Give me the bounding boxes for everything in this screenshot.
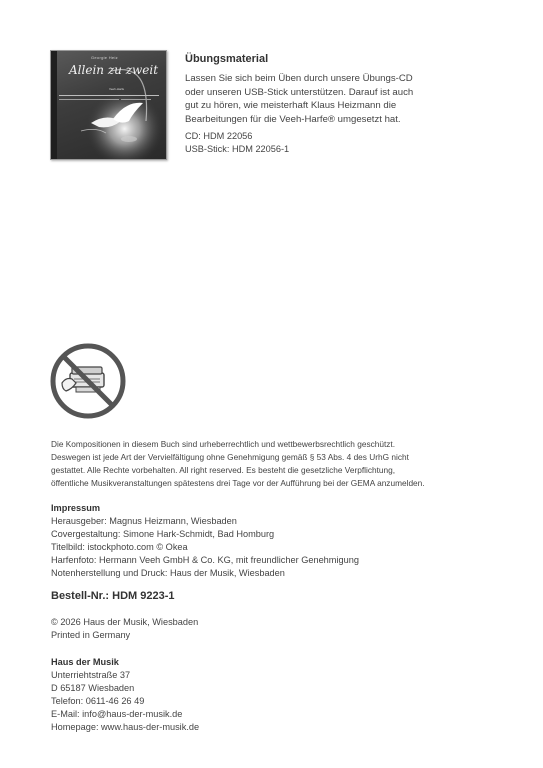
- practice-heading: Übungsmaterial: [185, 53, 269, 65]
- impressum-heading: Impressum: [51, 503, 101, 513]
- no-copy-icon: [50, 343, 126, 419]
- address-line: Unterriehtstraße 37: [51, 670, 131, 680]
- practice-line: oder unseren USB-Stick unterstützen. Darauf ist auch: [185, 86, 414, 98]
- cd-title: Allein zu zweit: [69, 63, 159, 77]
- phone: Telefon: 0611-46 26 49: [51, 696, 145, 706]
- publisher-address: [51, 656, 199, 734]
- publication-line: Printed in Germany: [51, 630, 131, 640]
- address-line: D 65187 Wiesbaden: [51, 683, 135, 693]
- impressum-line: Notenherstellung und Druck: Haus der Musik, Wiesbaden: [51, 568, 285, 578]
- impressum: [51, 502, 359, 580]
- cd-cover-image: [50, 50, 167, 160]
- impressum-line: Herausgeber: Magnus Heizmann, Wiesbaden: [51, 516, 237, 526]
- copyright-notice: [51, 438, 425, 490]
- impressum-line: Covergestaltung: Simone Hark-Schmidt, Bad Homburg: [51, 529, 275, 539]
- homepage: Homepage: www.haus-der-musik.de: [51, 722, 200, 732]
- notice-line: gestattet. Alle Rechte vorbehalten. All right reserved. Es besteht die gesetzliche Verpflichtung,: [51, 465, 396, 475]
- impressum-line: Titelbild: istockphoto.com © Okea: [51, 542, 188, 552]
- order-number: Bestell-Nr.: HDM 9223-1: [51, 590, 175, 602]
- notice-line: öffentliche Musikveranstaltungen spätestens drei Tage vor der Aufführung bei der GEMA anzumelden.: [51, 478, 425, 488]
- practice-line: Lassen Sie sich beim Üben durch unsere Übungs-CD: [185, 73, 413, 84]
- practice-line: Bearbeitungen für die Veeh-Harfe® umgesetzt hat.: [185, 113, 401, 125]
- email: E-Mail: info@haus-der-musik.de: [51, 709, 183, 719]
- notice-line: Die Kompositionen in diesem Buch sind urheberrechtlich und wettbewerbsrechtlich geschützt.: [51, 439, 396, 449]
- publication-info: [51, 616, 198, 642]
- practice-description: [185, 72, 445, 126]
- cd-number: CD: HDM 22056: [185, 131, 253, 141]
- impressum-line: Harfenfoto: Hermann Veeh GmbH & Co. KG, mit freundlicher Genehmigung: [51, 555, 359, 565]
- publisher-heading: Haus der Musik: [51, 657, 119, 667]
- cd-brand: Georgie Heiz: [91, 55, 118, 60]
- cd-subtitle: Veeh-Harfe: [109, 87, 125, 91]
- publication-line: © 2026 Haus der Musik, Wiesbaden: [51, 617, 199, 627]
- practice-line: gut zu hören, wie meisterhaft Klaus Heizmann die: [185, 100, 397, 111]
- notice-line: Deswegen ist jede Art der Vervielfältigung ohne Genehmigung gemäß § 53 Abs. 4 des UrhG nicht: [51, 452, 409, 462]
- usb-number: USB-Stick: HDM 22056-1: [185, 144, 290, 154]
